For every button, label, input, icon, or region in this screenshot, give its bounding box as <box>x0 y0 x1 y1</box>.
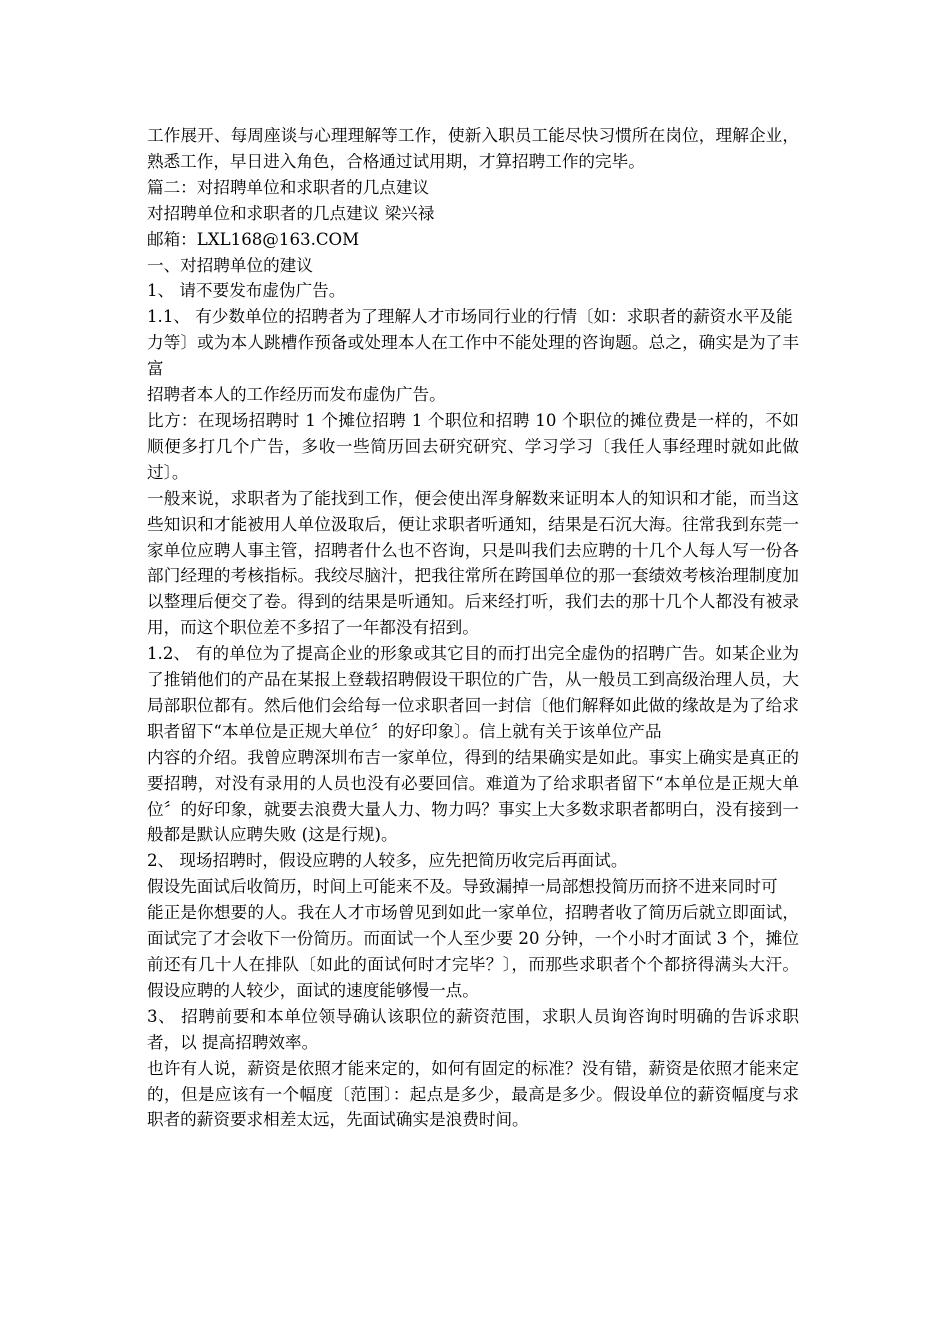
experience-paragraph: 一般来说，求职者为了能找到工作，便会使出浑身解数来证明本人的知识和才能，而当这些知识和才能被用人单位汲取后，便让求职者听通知，结果是石沉大海。往常我到东莞一家单位应聘人事主管，招聘者什么也不咨询，只是叫我们去应聘的十几个人每人写一份各部门经理的考核指标。我绞尽脑汁，把我往常所在跨国单位的那一套绩效考核治理制度加以整理后便交了卷。得到的结果是听通知。后来经打听，我们去的那十几个人都没有被录用，而这个职位差不多招了一年都没有招到。 <box>147 488 799 638</box>
point-3-paragraph: 也许有人说，薪资是依照才能来定的，如何有固定的标准？没有错，薪资是依照才能来定的，但是应该有一个幅度〔范围〕：起点是多少，最高是多少。假设单位的薪资幅度与求职者的薪资要求相差太远，先面试确实是浪费时间。 <box>147 1058 799 1130</box>
point-1-2-continuation: 内容的介绍。我曾应聘深圳布吉一家单位，得到的结果确实是如此。事实上确实是真正的要招聘，对没有录用的人员也没有必要回信。难道为了给求职者留下“本单位是正规大单位〞的好印象，就要去浪费大量人力、物力吗？事实上大多数求职者都明白，没有接到一般都是默认应聘失败 (这是行规)。 <box>147 747 799 845</box>
heading-advice-for-employers: 一、对招聘单位的建议 <box>147 255 313 275</box>
document-body <box>147 123 799 1133</box>
point-2-heading: 2、 现场招聘时，假设应聘的人较多，应先把简历收完后再面试。 <box>147 851 628 871</box>
point-1-1-line-a: 1.1、 有少数单位的招聘者为了理解人才市场同行业的行情〔如：求职者的薪资水平及能 <box>147 307 793 327</box>
point-2-continuation: 能正是你想要的人。我在人才市场曾见到如此一家单位，招聘者收了简历后就立即面试，面试完了才会收下一份简历。而面试一个人至少要 20 分钟，一个小时才面试 3 个，摊位前还有几十人在排队〔如此的面试何时才完毕？〕，而那些求职者个个都挤得满头大汗。假设应聘的人较少，面试的速度能够慢一点。 <box>147 903 799 1000</box>
section-heading-part-two: 篇二：对招聘单位和求职者的几点建议 <box>147 177 430 197</box>
point-1-2-paragraph: 1.2、 有的单位为了提高企业的形象或其它目的而打出完全虚伪的招聘广告。如某企业为了推销他们的产品在某报上登载招聘假设干职位的广告，从一般员工到高级治理人员，大局部职位都有。然后他们会给每一位求职者回一封信〔他们解释如此做的缘故是为了给求职者留下“本单位是正规大单位〞的好印象〕。信上就有关于该单位产品 <box>147 644 799 741</box>
point-1-1-line-c: 招聘者本人的工作经历而发布虚伪广告。 <box>147 385 446 405</box>
example-paragraph: 比方：在现场招聘时 1 个摊位招聘 1 个职位和招聘 10 个职位的摊位费是一样的，不如顺便多打几个广告，多收一些简历回去研究研究、学习学习〔我任人事经理时就如此做过〕。 <box>147 410 799 482</box>
point-1-heading: 1、 请不要发布虚伪广告。 <box>147 281 346 301</box>
paragraph-intro-continuation: 工作展开、每周座谈与心理理解等工作，使新入职员工能尽快习惯所在岗位，理解企业，熟悉工作，早日进入角色，合格通过试用期，才算招聘工作的完毕。 <box>147 126 799 171</box>
author-email: 邮箱：LXL168@163.COM <box>147 229 360 249</box>
point-2-line-a: 假设先面试后收简历，时间上可能来不及。导致漏掉一局部想投简历而挤不进来同时可 <box>147 877 778 897</box>
point-1-1-line-b: 力等〕或为本人跳槽作预备或处理本人在工作中不能处理的咨询题。总之，确实是为了丰富 <box>147 333 799 379</box>
point-3-heading: 3、 招聘前要和本单位领导确认该职位的薪资范围，求职人员询咨询时明确的告诉求职者，以 提高招聘效率。 <box>147 1006 799 1052</box>
article-title-author: 对招聘单位和求职者的几点建议 梁兴禄 <box>147 203 435 223</box>
